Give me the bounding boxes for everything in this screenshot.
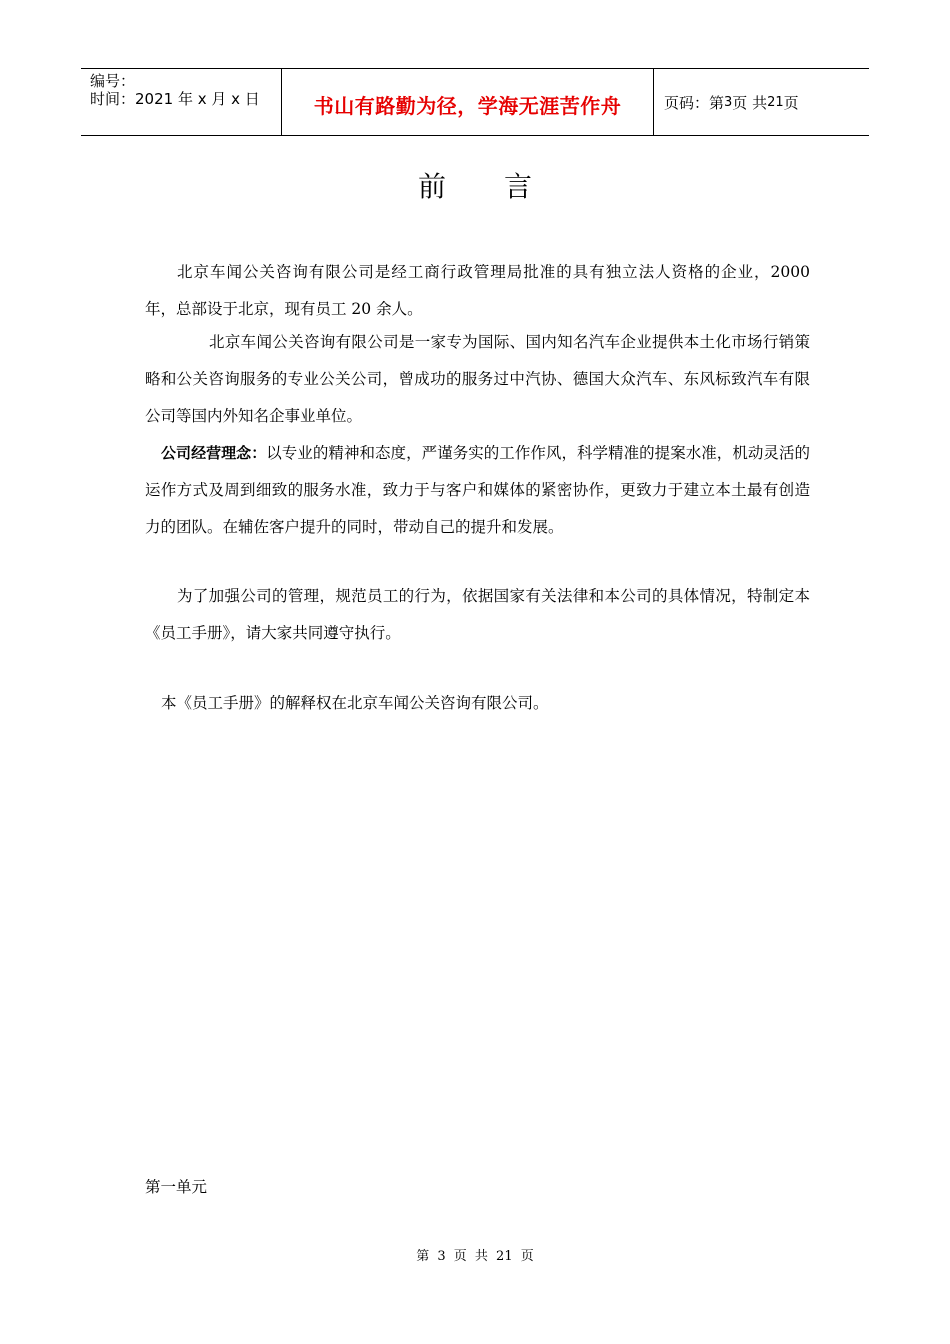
page-suffix: 页: [783, 93, 799, 112]
paragraph-handbook-purpose: 为了加强公司的管理，规范员工的行为，依据国家有关法律和本公司的具体情况，特制定本《员工手册》，请大家共同遵守执行。: [145, 587, 810, 642]
paragraph-company-intro: 北京车闻公关咨询有限公司是经工商行政管理局批准的具有独立法人资格的企业，2000 年，总部设于北京，现有员工 20 余人。: [145, 263, 810, 318]
motto-text: 书山有路勤为径，学海无涯苦作舟: [313, 93, 622, 118]
page-title: 前言: [417, 170, 590, 203]
philosophy-lead: 公司经营理念：: [161, 444, 267, 462]
unit-heading: 第一单元: [145, 1178, 208, 1196]
page-footer: 第 3 页 共 21 页: [416, 1249, 534, 1264]
document-header: [81, 68, 869, 136]
paragraph-company-services: 北京车闻公关咨询有限公司是一家专为国际、国内知名汽车企业提供本土化市场行销策略和公关咨询服务的专业公关公司，曾成功的服务过中汽协、德国大众汽车、东风标致汽车有限公司等国内外知名企事业单位。: [145, 333, 810, 425]
page-mid: 页 共: [732, 93, 768, 112]
header-motto-cell: [281, 69, 654, 135]
time-label: 时间：2021 年 x 月 x 日: [90, 90, 260, 108]
paragraph-interpretation-right: 本《员工手册》的解释权在北京车闻公关咨询有限公司。: [161, 694, 549, 712]
philosophy-body: 以专业的精神和态度，严谨务实的工作作风，科学精准的提案水准，机动灵活的运作方式及周到细致的服务水准，致力于与客户和媒体的紧密协作，更致力于建立本土最有创造力的团队。在辅佐客户提升的同时，带动自己的提升和发展。: [145, 444, 810, 536]
header-page-info: [654, 69, 869, 135]
paragraph-business-philosophy: [145, 435, 810, 546]
page-current: 3: [724, 94, 733, 110]
header-meta: [81, 69, 281, 135]
page-total: 21: [767, 94, 784, 110]
number-label: 编号：: [90, 72, 136, 90]
page-prefix: 页码：第: [664, 93, 725, 112]
